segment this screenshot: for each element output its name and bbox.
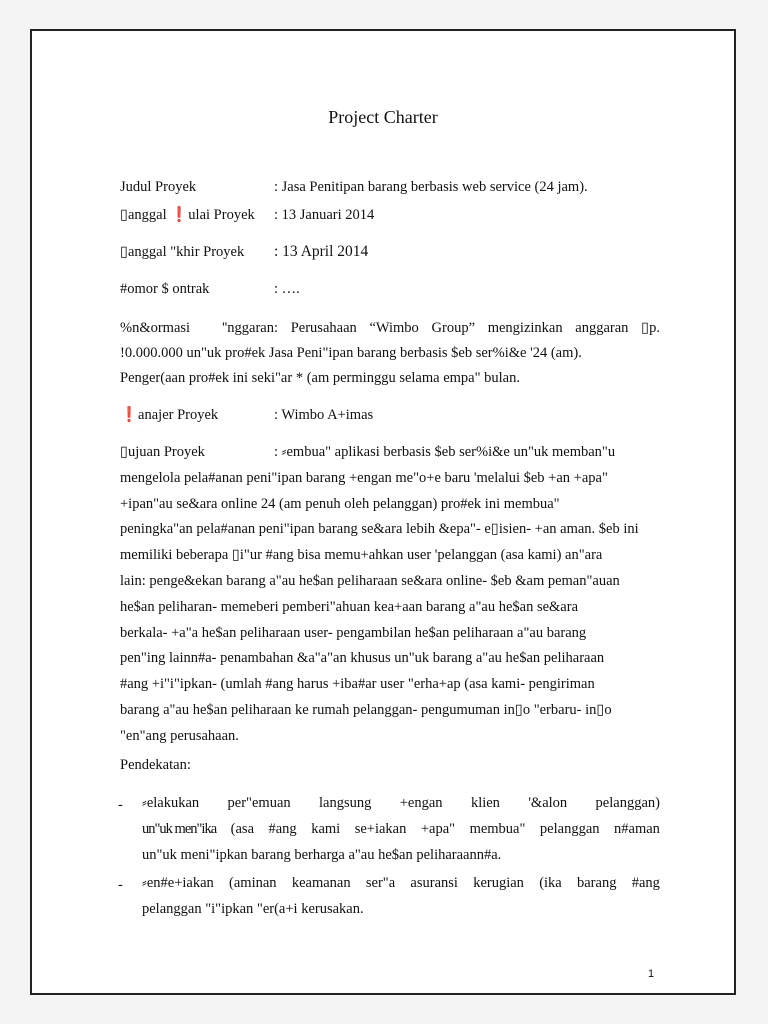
paragraph-line: lain: penge&ekan barang a"au he$an peliharaan se&ara online- $eb &am peman"auan — [120, 572, 620, 589]
word: #ang — [268, 821, 297, 837]
word: +apa" — [420, 821, 456, 837]
field-label: ▯anggal ❗ulai Proyek — [120, 207, 255, 223]
word: ⸗elakukan — [142, 795, 200, 811]
word: klien — [470, 795, 500, 811]
field-value: : ⸗embua" aplikasi berbasis $eb ser%i&e un"uk memban"u — [274, 444, 616, 460]
word: kami — [311, 821, 341, 837]
word: +engan — [399, 795, 443, 811]
field-label: Judul Proyek — [120, 179, 197, 195]
word: keamanan — [291, 875, 351, 891]
bullet-line — [142, 870, 660, 896]
paragraph-line — [120, 316, 660, 341]
field-value: : …. — [274, 281, 300, 297]
word: (ika — [539, 875, 562, 891]
word: asuransi — [410, 875, 458, 891]
paragraph-line: memiliki beberapa ▯i"ur #ang bisa memu+ahkan user 'pelanggan (asa kami) an"ara — [120, 547, 603, 564]
tujuan-proyek-paragraph — [120, 440, 660, 750]
word: (asa — [230, 821, 254, 837]
field-manajer-proyek — [120, 406, 373, 424]
word: pelanggan) — [595, 795, 660, 811]
word: ⸗en#e+iakan — [142, 875, 214, 891]
field-label: ▯ujuan Proyek — [120, 444, 205, 460]
word: barang — [577, 875, 617, 891]
bullet-marker: - — [118, 797, 123, 813]
field-value: : 13 April 2014 — [274, 243, 369, 260]
bullet-line — [142, 790, 660, 816]
field-tanggal-akhir — [120, 243, 368, 261]
paragraph-line: berkala- +a"a he$an peliharaan user- pengambilan he$an peliharaan a"au barang — [120, 624, 587, 641]
word: un"uk men"ika — [142, 821, 217, 837]
field-label: ▯anggal "khir Proyek — [120, 244, 245, 260]
page-number: 1 — [648, 968, 655, 980]
field-value: : Jasa Penitipan barang berbasis web service (24 jam). — [274, 179, 588, 195]
word: kerugian — [473, 875, 524, 891]
word: ser"a — [365, 875, 396, 891]
field-judul-proyek — [120, 179, 588, 196]
field-label: #omor $ ontrak — [120, 281, 210, 297]
paragraph-line: +ipan"au se&ara online 24 (am penuh oleh pelanggan) pro#ek ini membua" — [120, 495, 560, 512]
paragraph-line: #ang +i"i"ipkan- (umlah #ang harus +iba#ar user "erha+ap (asa kami- pengiriman — [120, 676, 595, 693]
paragraph-line: mengelola pela#anan peni"ipan barang +engan me"o+e baru 'melalui $eb +an +apa" — [120, 469, 608, 486]
word: se+iakan — [354, 821, 407, 837]
word: (aminan — [229, 875, 277, 891]
word: langsung — [319, 795, 372, 811]
paragraph-line: he$an peliharan- memeberi pemberi"ahuan kea+aan barang a"au he$an se&ara — [120, 598, 579, 615]
pendekatan-item-1 — [142, 790, 660, 868]
field-label: ❗anajer Proyek — [120, 407, 219, 423]
paragraph-line: Penger(aan pro#ek ini seki"ar * (am perminggu selama empa" bulan. — [120, 370, 520, 386]
bullet-marker: - — [118, 877, 123, 893]
field-value: : 13 Januari 2014 — [274, 207, 375, 223]
paragraph-line: !0.000.000 un"uk pro#ek Jasa Peni"ipan barang berbasis $eb ser%i&e '24 (am). — [120, 345, 582, 361]
document-page — [30, 29, 736, 995]
paragraph-line: pen"ing lainn#a- penambahan &a"a"an khusus un"uk barang a"au he$an peliharaan — [120, 650, 605, 667]
field-tanggal-mulai — [120, 206, 374, 224]
word: per"emuan — [227, 795, 291, 811]
word: n#aman — [614, 821, 660, 837]
field-value: : Wimbo A+imas — [274, 407, 374, 423]
field-nomor-kontrak — [120, 281, 300, 298]
field-label: %n&ormasi ''nggaran — [120, 320, 274, 336]
word: '&alon — [528, 795, 568, 811]
word: #ang — [631, 875, 660, 891]
field-value: : Perusahaan “Wimbo Group” mengizinkan anggaran ▯p. — [274, 320, 660, 336]
document-title: Project Charter — [328, 107, 438, 127]
word: membua" — [469, 821, 526, 837]
bullet-line: un"uk meni"ipkan barang berharga a"au he$an peliharaann#a. — [142, 847, 502, 863]
paragraph-line: peningka"an pela#anan peni"ipan barang se&ara lebih &epa"- e▯isien- +an aman. $eb ini — [120, 521, 639, 538]
pendekatan-item-2 — [142, 870, 660, 922]
bullet-line — [142, 816, 660, 842]
word: pelanggan — [539, 821, 600, 837]
pendekatan-heading: Pendekatan: — [120, 757, 191, 773]
bullet-line: pelanggan "i"ipkan "er(a+i kerusakan. — [142, 901, 364, 917]
paragraph-line — [120, 440, 660, 466]
informasi-anggaran-paragraph — [120, 316, 660, 391]
paragraph-line: barang a"au he$an peliharaan ke rumah pelanggan- pengumuman in▯o "erbaru- in▯o — [120, 701, 612, 718]
paragraph-line: "en"ang perusahaan. — [120, 727, 239, 744]
